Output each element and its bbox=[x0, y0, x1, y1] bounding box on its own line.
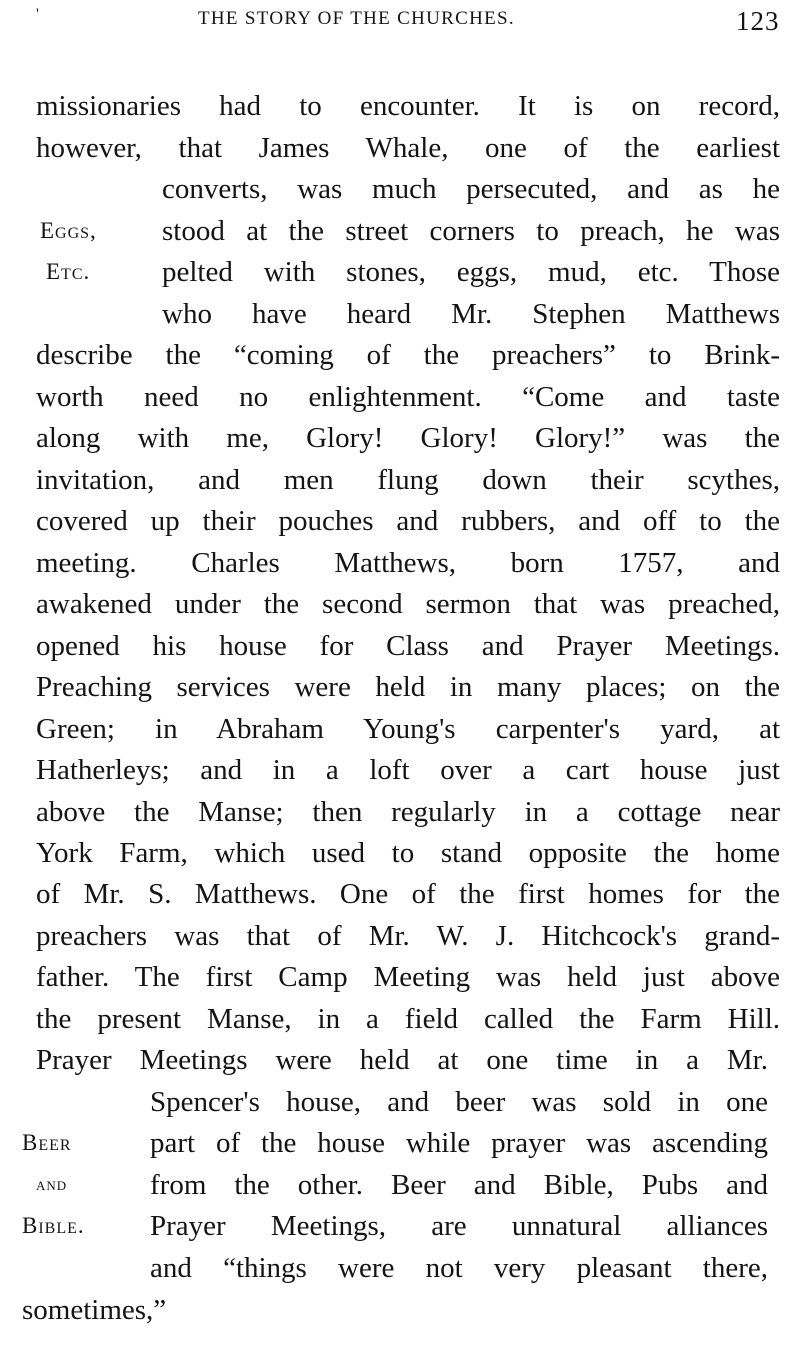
text-line: however, that James Whale, one of the earliest bbox=[36, 132, 780, 164]
text-line: and “things were not very pleasant there, bbox=[150, 1252, 768, 1284]
running-title: THE STORY OF THE CHURCHES. bbox=[198, 8, 515, 29]
text-line: father. The first Camp Meeting was held just above bbox=[36, 961, 780, 993]
side-note-bible: Bible. bbox=[22, 1213, 85, 1238]
text-line: describe the “coming of the preachers” to Brink- bbox=[36, 339, 780, 371]
text-line: missionaries had to encounter. It is on record, bbox=[36, 90, 780, 122]
text-line: York Farm, which used to stand opposite the home bbox=[36, 837, 780, 869]
text-line: Green; in Abraham Young's carpenter's yard, at bbox=[36, 713, 780, 745]
text-line: above the Manse; then regularly in a cottage near bbox=[36, 796, 780, 828]
text-line: pelted with stones, eggs, mud, etc. Those bbox=[162, 256, 780, 288]
text-line: Prayer Meetings, are unnatural alliances bbox=[150, 1210, 768, 1242]
text-line: Prayer Meetings were held at one time in a Mr. bbox=[36, 1044, 768, 1076]
text-line: invitation, and men flung down their scythes, bbox=[36, 464, 780, 496]
text-line: meeting. Charles Matthews, born 1757, and bbox=[36, 547, 780, 579]
text-line: preachers was that of Mr. W. J. Hitchcock's grand- bbox=[36, 920, 780, 952]
text-line: awakened under the second sermon that was preached, bbox=[36, 588, 780, 620]
text-line: part of the house while prayer was ascending bbox=[150, 1127, 768, 1159]
text-line: sometimes,” bbox=[22, 1294, 167, 1326]
side-note-beer: Beer bbox=[22, 1130, 72, 1155]
side-note-etc: Etc. bbox=[46, 259, 91, 284]
text-line: of Mr. S. Matthews. One of the first homes for the bbox=[36, 878, 780, 910]
text-line: converts, was much persecuted, and as he bbox=[162, 173, 780, 205]
text-line: along with me, Glory! Glory! Glory!” was the bbox=[36, 422, 780, 454]
text-line: from the other. Beer and Bible, Pubs and bbox=[150, 1169, 768, 1201]
text-line: stood at the street corners to preach, he was bbox=[162, 215, 780, 247]
text-line: Spencer's house, and beer was sold in one bbox=[150, 1086, 768, 1118]
text-line: who have heard Mr. Stephen Matthews bbox=[162, 298, 780, 330]
text-line: worth need no enlightenment. “Come and taste bbox=[36, 381, 780, 413]
text-line: the present Manse, in a field called the Farm Hill. bbox=[36, 1003, 780, 1035]
page-number: 123 bbox=[736, 6, 780, 36]
side-note-eggs: Eggs, bbox=[40, 218, 97, 243]
text-line: opened his house for Class and Prayer Meetings. bbox=[36, 630, 780, 662]
text-line: covered up their pouches and rubbers, and off to the bbox=[36, 505, 780, 537]
side-note-and: and bbox=[36, 1174, 68, 1195]
text-line: Preaching services were held in many places; on the bbox=[36, 671, 780, 703]
text-line: Hatherleys; and in a loft over a cart house just bbox=[36, 754, 780, 786]
stray-mark: ' bbox=[36, 6, 39, 23]
